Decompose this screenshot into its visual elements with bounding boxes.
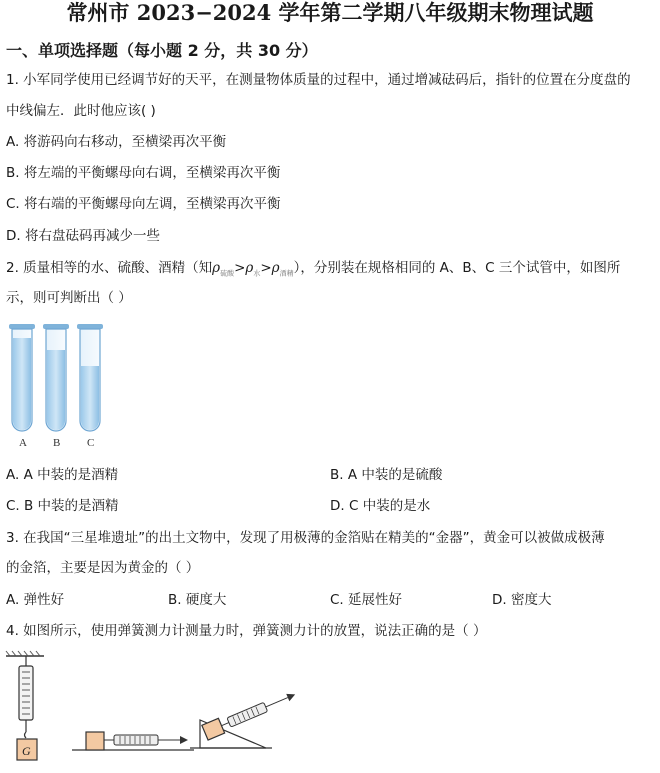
q3-option-b[interactable]: B. 硬度大 — [168, 592, 227, 608]
q1-option-d[interactable]: D. 将右盘砝码再减少一些 — [6, 228, 160, 244]
hanging-spring-scale — [6, 651, 44, 760]
q1-option-b[interactable]: B. 将左端的平衡螺母向右调，至横梁再次平衡 — [6, 165, 281, 181]
exam-title: 常州市 2023−2024 学年第二学期八年级期末物理试题 — [66, 0, 594, 25]
tube-a — [9, 324, 35, 431]
tube-c — [77, 324, 103, 431]
rho-sub-water: 水 — [253, 269, 261, 278]
q3-option-a[interactable]: A. 弹性好 — [6, 592, 65, 608]
block — [86, 732, 104, 750]
greater-than: > — [260, 260, 272, 276]
rho-sub-sulfuric: 硫酸 — [220, 269, 235, 278]
test-tubes-figure — [4, 318, 114, 450]
q3-option-d[interactable]: D. 密度大 — [492, 592, 552, 608]
rho-symbol: ρ — [245, 260, 254, 276]
q2-suffix: ），分别装在规格相同的 A、B、C 三个试管中，如图所 — [293, 260, 621, 276]
tube-label-b: B — [53, 437, 61, 449]
q1-option-c[interactable]: C. 将右端的平衡螺母向左调，至横梁再次平衡 — [6, 196, 281, 212]
tube-label-c: C — [87, 437, 95, 449]
greater-than: > — [234, 260, 246, 276]
weight-label: G — [22, 744, 31, 758]
rho-symbol: ρ — [212, 260, 221, 276]
spring-scale-figure — [4, 650, 304, 773]
rho-sub-alcohol: 酒精 — [279, 269, 294, 278]
q2-option-a[interactable]: A. A 中装的是酒精 — [6, 467, 119, 483]
q2-prefix: 2. 质量相等的水、硫酸、酒精（知 — [6, 260, 213, 276]
q4-stem-line1: 4. 如图所示，使用弹簧测力计测量力时，弹簧测力计的放置，说法正确的是（ ） — [6, 623, 487, 639]
horizontal-spring-scale — [72, 732, 194, 750]
q2-stem-line2: 示，则可判断出（ ） — [6, 290, 132, 306]
q1-stem-line1: 1. 小军同学使用已经调节好的天平，在测量物体质量的过程中，通过增减砝码后，指针的位置在分度盘的 — [6, 72, 631, 88]
q2-stem-line1 — [6, 259, 620, 283]
incline-spring-scale — [190, 687, 298, 748]
tube-label-a: A — [19, 437, 27, 449]
q1-option-a[interactable]: A. 将游码向右移动，至横梁再次平衡 — [6, 134, 227, 150]
q1-stem-line2: 中线偏左．此时他应该( ) — [6, 103, 156, 119]
tube-b — [43, 324, 69, 431]
q2-option-d[interactable]: D. C 中装的是水 — [330, 498, 431, 514]
q3-stem-line1: 3. 在我国“三星堆遗址”的出土文物中，发现了用极薄的金箔贴在精美的“金器”，黄金可以被做成极薄 — [6, 530, 605, 546]
q2-option-b[interactable]: B. A 中装的是硫酸 — [330, 467, 443, 483]
rho-symbol: ρ — [271, 260, 280, 276]
q3-option-c[interactable]: C. 延展性好 — [330, 592, 403, 608]
section-heading: 一、单项选择题（每小题 2 分，共 30 分） — [6, 41, 318, 60]
q3-stem-line2: 的金箔，主要是因为黄金的（ ） — [6, 560, 200, 576]
q2-option-c[interactable]: C. B 中装的是酒精 — [6, 498, 119, 514]
